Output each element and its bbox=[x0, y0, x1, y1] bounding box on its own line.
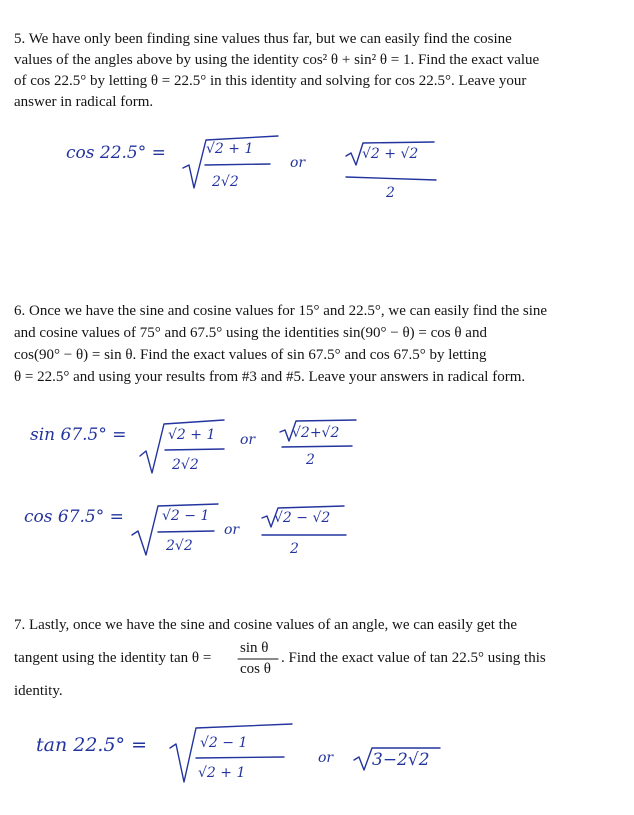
problem-6-line-4: θ = 22.5° and using your results from #3 and #5. Leave your answers in radical form. bbox=[14, 369, 526, 385]
answer-7-numerator: √2 − 1 bbox=[200, 735, 248, 751]
tan-identity-numerator: sin θ bbox=[240, 640, 269, 656]
sin-answer-or: or bbox=[240, 432, 256, 448]
sin-answer-radical-2 bbox=[280, 420, 356, 441]
problem-5-line-3: of cos 22.5° by letting θ = 22.5° in this identity and solving for cos 22.5°. Leave your bbox=[14, 73, 527, 89]
answer-5-radical-1 bbox=[183, 136, 278, 188]
problem-7-line-1: 7. Lastly, once we have the sine and cosine values of an angle, we can easily get the bbox=[14, 617, 518, 633]
answer-5-denominator-1: 2√2 bbox=[212, 174, 239, 190]
cos-answer-radical-2 bbox=[262, 506, 344, 527]
answer-5-or: or bbox=[290, 155, 306, 171]
answer-5-lhs: cos 22.5° = bbox=[66, 143, 166, 163]
problem-5-line-4: answer in radical form. bbox=[14, 94, 154, 110]
answer-7-fraction-bar bbox=[196, 757, 284, 758]
cos-answer-or: or bbox=[224, 522, 240, 538]
problem-7-line-2-after: . Find the exact value of tan 22.5° using this bbox=[281, 650, 546, 666]
problem-6-line-1: 6. Once we have the sine and cosine values for 15° and 22.5°, we can easily find the sine bbox=[14, 303, 548, 319]
answer-7-lhs: tan 22.5° = bbox=[36, 734, 148, 756]
answer-5-fraction-bar-1 bbox=[205, 164, 270, 165]
sin-answer-denominator-1: 2√2 bbox=[172, 457, 199, 473]
problem-6-line-2: and cosine values of 75° and 67.5° using the identities sin(90° − θ) = cos θ and bbox=[14, 325, 487, 341]
cos-answer-numerator-2: √2 − √2 bbox=[274, 510, 331, 526]
answer-5-numerator-1: √2 + 1 bbox=[206, 141, 254, 157]
sin-answer-radical-1 bbox=[140, 420, 224, 473]
cos-answer-numerator-1: √2 − 1 bbox=[162, 508, 210, 524]
answer-7-or: or bbox=[318, 750, 334, 766]
cos-answer-denominator-1: 2√2 bbox=[166, 538, 193, 554]
answer-5-numerator-2: √2 + √2 bbox=[362, 146, 419, 162]
problem-5-line-2: values of the angles above by using the identity cos² θ + sin² θ = 1. Find the exact value bbox=[14, 52, 540, 68]
cos-answer-fraction-bar-1 bbox=[158, 531, 214, 532]
answer-5-denominator-2: 2 bbox=[386, 185, 395, 201]
sin-answer-lhs: sin 67.5° = bbox=[30, 425, 127, 445]
problem-6-line-3: cos(90° − θ) = sin θ. Find the exact values of sin 67.5° and cos 67.5° by letting bbox=[14, 347, 487, 363]
problem-7-line-2-before: tangent using the identity tan θ = bbox=[14, 650, 212, 666]
sin-answer-fraction-bar-1 bbox=[165, 449, 224, 450]
answer-7-simplified-radicand: 3−2√2 bbox=[372, 750, 430, 770]
sin-answer-denominator-2: 2 bbox=[306, 452, 315, 468]
answer-7-denominator: √2 + 1 bbox=[198, 765, 246, 781]
answer-5-radical-2 bbox=[346, 142, 434, 165]
cos-answer-radical-1 bbox=[132, 504, 218, 555]
answer-7-radical-2 bbox=[354, 748, 440, 770]
tan-identity-denominator: cos θ bbox=[240, 661, 271, 677]
sin-answer-numerator-1: √2 + 1 bbox=[168, 427, 216, 443]
answer-7-radical-1 bbox=[170, 724, 292, 782]
problem-7-line-3: identity. bbox=[14, 683, 63, 699]
sin-answer-fraction-bar-2 bbox=[282, 446, 352, 447]
cos-answer-denominator-2: 2 bbox=[290, 541, 299, 557]
answer-5-fraction-bar-2 bbox=[346, 177, 436, 180]
problem-5-line-1: 5. We have only been finding sine values thus far, but we can easily find the cosine bbox=[14, 31, 512, 47]
sin-answer-numerator-2: √2+√2 bbox=[292, 425, 340, 441]
cos-answer-lhs: cos 67.5° = bbox=[24, 507, 124, 527]
